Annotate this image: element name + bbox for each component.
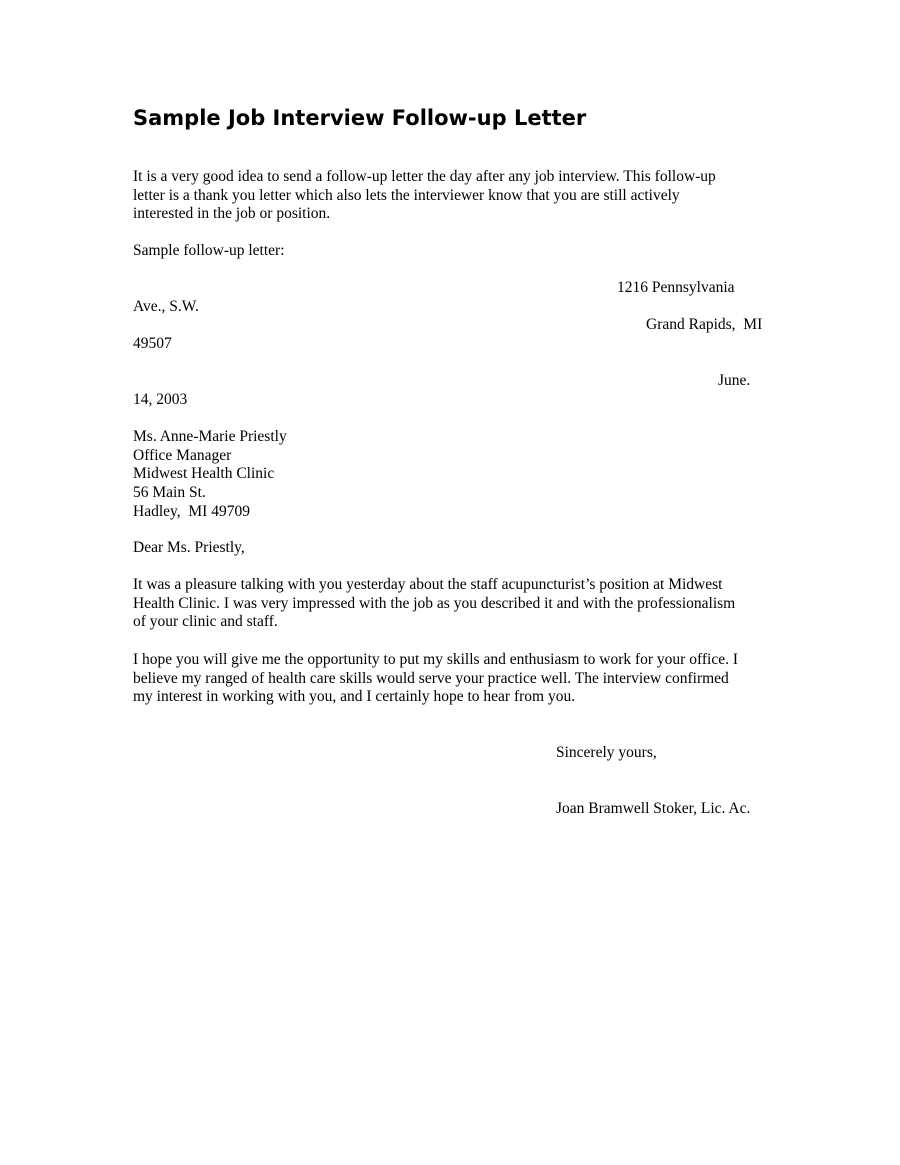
recipient-line: Ms. Anne-Marie Priestly <box>133 428 287 445</box>
letter-date: June. <box>718 372 751 389</box>
recipient-line: Midwest Health Clinic <box>133 465 275 483</box>
recipient-line: 56 Main St. <box>133 484 206 502</box>
sender-zip: 49507 <box>133 335 172 352</box>
intro-line: letter is a thank you letter which also lets the interviewer know that you are still actively <box>133 186 680 204</box>
signature-name: Joan Bramwell Stoker, Lic. Ac. <box>556 800 751 817</box>
sender-city-state: Grand Rapids, MI <box>646 316 763 333</box>
paragraph-line: my interest in working with you, and I certainly hope to hear from you. <box>133 688 576 706</box>
paragraph-line: I hope you will give me the opportunity to put my skills and enthusiasm to work for your office. I <box>133 651 738 668</box>
sender-street-continued: Ave., S.W. <box>133 298 199 315</box>
letter-paragraph-2 <box>133 651 773 707</box>
document-title: Sample Job Interview Follow-up Letter <box>133 106 587 130</box>
letter-paragraph-1 <box>133 576 773 632</box>
paragraph-line: It was a pleasure talking with you yesterday about the staff acupuncturist’s position at Midwest <box>133 576 723 593</box>
closing: Sincerely yours, <box>556 744 657 761</box>
salutation: Dear Ms. Priestly, <box>133 539 245 556</box>
sample-label: Sample follow-up letter: <box>133 242 285 259</box>
sender-street: 1216 Pennsylvania <box>617 279 735 296</box>
paragraph-line: believe my ranged of health care skills would serve your practice well. The interview confirmed <box>133 669 729 687</box>
recipient-line: Hadley, MI 49709 <box>133 502 250 520</box>
intro-line: interested in the job or position. <box>133 205 331 223</box>
letter-date-continued: 14, 2003 <box>133 391 188 408</box>
paragraph-line: of your clinic and staff. <box>133 613 278 631</box>
recipient-address <box>133 428 773 522</box>
intro-line: It is a very good idea to send a follow-up letter the day after any job interview. This follow-up <box>133 168 716 185</box>
paragraph-line: Health Clinic. I was very impressed with the job as you described it and with the professionalism <box>133 594 736 612</box>
recipient-line: Office Manager <box>133 446 232 464</box>
intro-paragraph <box>133 168 773 224</box>
